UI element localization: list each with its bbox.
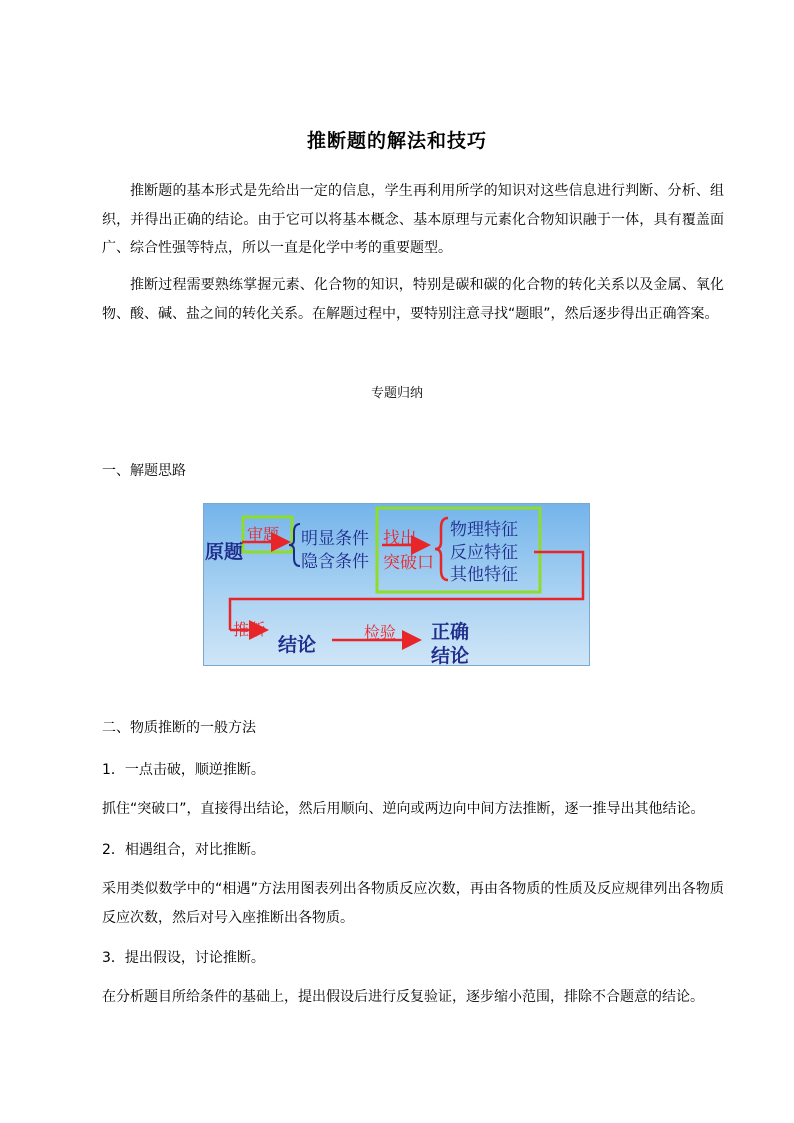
diagram-find-2: 突破口	[383, 553, 434, 573]
page-title: 推断题的解法和技巧	[306, 130, 487, 152]
section-1-heading: 一、解题思路	[102, 463, 186, 479]
intro-paragraph-2: 推断过程需要熟练掌握元素、化合物的知识，特别是碳和碳的化合物的转化关系以及金属、氧化物、酸、碱、盐之间的转化关系。在解题过程中，要特别注意寻找“题眼”，然后逐步得出正确答案。	[102, 277, 724, 322]
diagram-conclusion: 结论	[278, 634, 317, 656]
diagram-verify: 检验	[364, 623, 397, 642]
solution-flow-diagram	[203, 503, 590, 666]
diagram-origin: 原题	[205, 541, 244, 563]
diagram-explicit: 明显条件	[301, 529, 369, 549]
method-1-heading: 1．一点击破，顺逆推断。	[102, 762, 265, 778]
intro-paragraph-1: 推断题的基本形式是先给出一定的信息，学生再利用所学的知识对这些信息进行判断、分析、组织，并得出正确的结论。由于它可以将基本概念、基本原理与元素化合物知识融于一体，具有覆盖面广、综合性强等特点，所以一直是化学中考的重要题型。	[102, 183, 724, 256]
diagram-feature-3: 其他特征	[450, 565, 518, 585]
diagram-correct-1: 正确	[431, 621, 470, 643]
diagram-feature-2: 反应特征	[450, 543, 518, 563]
diagram-find-1: 找出	[383, 529, 417, 549]
method-1-body: 抓住“突破口”，直接得出结论，然后用顺向、逆向或两边向中间方法推断，逐一推导出其他结论。	[102, 801, 705, 817]
diagram-correct-2: 结论	[431, 645, 470, 667]
diagram-feature-1: 物理特征	[450, 520, 518, 540]
features-brace	[435, 518, 448, 580]
diagram-infer: 推断	[233, 620, 266, 639]
method-3-heading: 3．提出假设，讨论推断。	[102, 950, 265, 966]
method-3-body: 在分析题目所给条件的基础上，提出假设后进行反复验证，逐步缩小范围，排除不合题意的结论。	[102, 989, 704, 1005]
diagram-implicit: 隐含条件	[301, 552, 369, 572]
method-2-body: 采用类似数学中的“相遇”方法用图表列出各物质反应次数，再由各物质的性质及反应规律列出各物质反应次数，然后对号入座推断出各物质。	[102, 881, 724, 926]
section-title: 专题归纳	[370, 386, 423, 401]
diagram-review: 审题	[247, 525, 280, 544]
method-2-heading: 2．相遇组合，对比推断。	[102, 842, 265, 858]
section-2-heading: 二、物质推断的一般方法	[102, 720, 256, 736]
